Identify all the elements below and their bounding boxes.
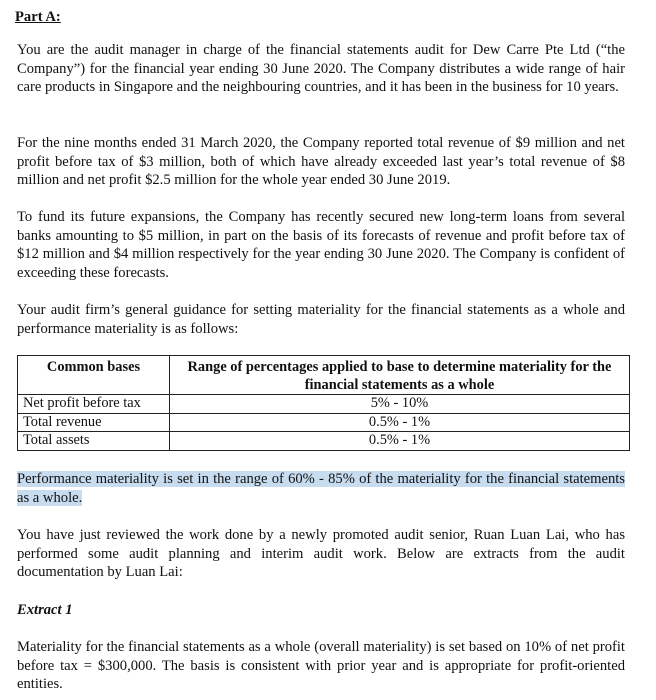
intro-paragraph: You are the audit manager in charge of the financial statements audit for Dew Carre Pte Ltd (“the Company”) for the financial year ending 30 June 2020. The Company distributes a wide range of hair care products in Singapore and the neighbouring countries, and it has been in the business for 10 years.: [17, 42, 625, 96]
header-percentage-range: Range of percentages applied to base to determine materiality for the financial statements as a whole: [170, 356, 630, 395]
table-row: [18, 413, 630, 432]
row-base: Net profit before tax: [18, 395, 170, 414]
table-row: [18, 432, 630, 451]
extract-1-label: Extract 1: [17, 602, 73, 618]
row-base: Total assets: [18, 432, 170, 451]
row-range: 0.5% - 1%: [170, 413, 630, 432]
guidance-paragraph: Your audit firm’s general guidance for setting materiality for the financial statements as a whole and performance materiality is as follows:: [17, 302, 625, 337]
row-range: 0.5% - 1%: [170, 432, 630, 451]
extract-1-paragraph: Materiality for the financial statements as a whole (overall materiality) is set based on 10% of net profit before tax = $300,000. The basis is consistent with prior year and is appropriate for profit-oriented entities.: [17, 639, 625, 693]
loans-paragraph: To fund its future expansions, the Company has recently secured new long-term loans from several banks amounting to $5 million, in part on the basis of its forecasts of revenue and profit before tax of $12 million and $4 million respectively for the year ending 30 June 2020. The Company is confident of exceeding these forecasts.: [17, 209, 625, 281]
selected-text-highlight[interactable]: Performance materiality is set in the range of 60% - 85% of the materiality for the financial statements as a whole.: [17, 471, 625, 506]
row-base: Total revenue: [18, 413, 170, 432]
table-row: [18, 395, 630, 414]
nine-months-paragraph: For the nine months ended 31 March 2020, the Company reported total revenue of $9 million and net profit before tax of $3 million, both of which have already exceeded last year’s total revenue of $8 million and net profit $2.5 million for the whole year ended 30 June 2019.: [17, 135, 625, 189]
row-range: 5% - 10%: [170, 395, 630, 414]
header-common-bases: Common bases: [18, 356, 170, 395]
part-a-heading: Part A:: [15, 9, 61, 25]
performance-materiality-paragraph[interactable]: [17, 470, 625, 507]
materiality-table: [17, 355, 630, 451]
review-paragraph: You have just reviewed the work done by a newly promoted audit senior, Ruan Luan Lai, who has performed some audit planning and interim audit work. Below are extracts from the audit documentation by Luan Lai:: [17, 527, 625, 581]
table-header-row: [18, 356, 630, 395]
